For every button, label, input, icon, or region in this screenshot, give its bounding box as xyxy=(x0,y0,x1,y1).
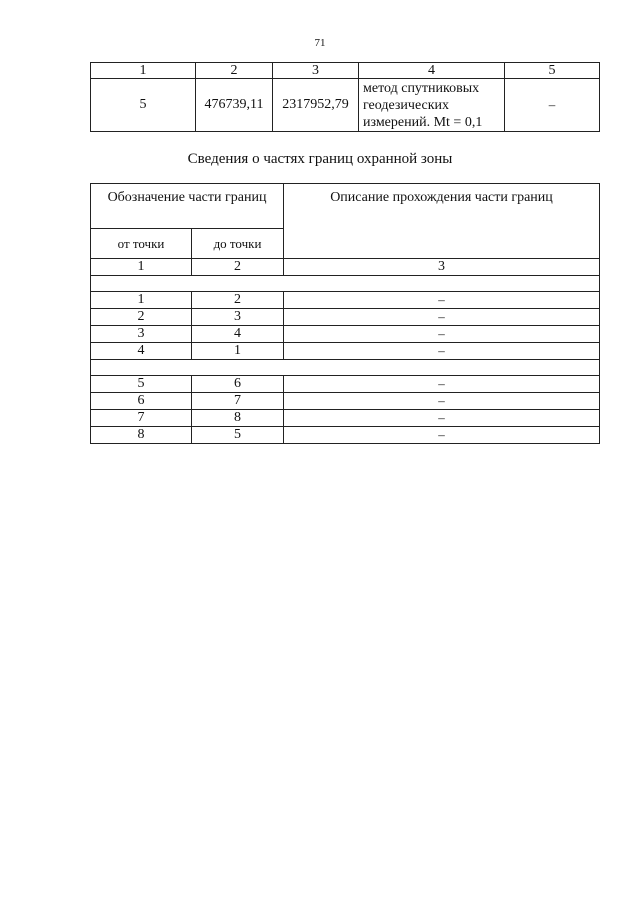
description-cell: – xyxy=(284,393,600,410)
column-number: 3 xyxy=(284,259,600,276)
table-row xyxy=(91,309,600,326)
to-point: 3 xyxy=(192,309,284,326)
column-number: 1 xyxy=(91,259,192,276)
column-number: 5 xyxy=(505,63,600,79)
blank-cell xyxy=(91,360,600,376)
coordinate-x: 476739,11 xyxy=(196,79,273,132)
table-row xyxy=(91,292,600,309)
table-row xyxy=(91,410,600,427)
section-title: Сведения о частях границ охранной зоны xyxy=(187,151,453,167)
to-point: 6 xyxy=(192,376,284,393)
method-line: измерений. Mt = 0,1 xyxy=(363,114,483,130)
column-numbers-row xyxy=(91,63,600,79)
boundary-parts-table xyxy=(90,183,600,444)
from-point: 2 xyxy=(91,309,192,326)
to-point: 1 xyxy=(192,343,284,360)
table-row xyxy=(91,427,600,444)
description-cell: – xyxy=(284,427,600,444)
to-point: 4 xyxy=(192,326,284,343)
column-number: 2 xyxy=(196,63,273,79)
from-point: 3 xyxy=(91,326,192,343)
method-description xyxy=(359,79,505,132)
column-number: 3 xyxy=(273,63,359,79)
from-point: 1 xyxy=(91,292,192,309)
coordinate-y: 2317952,79 xyxy=(273,79,359,132)
note-cell: – xyxy=(505,79,600,132)
from-point: 5 xyxy=(91,376,192,393)
method-line: метод спутниковых xyxy=(363,80,480,96)
table-row xyxy=(91,326,600,343)
description-cell: – xyxy=(284,376,600,393)
column-number: 1 xyxy=(91,63,196,79)
from-point: 8 xyxy=(91,427,192,444)
blank-cell xyxy=(91,276,600,292)
group-separator-row xyxy=(91,360,600,376)
description-cell: – xyxy=(284,309,600,326)
column-numbers-row xyxy=(91,259,600,276)
to-point: 2 xyxy=(192,292,284,309)
header-group: Обозначение части границ xyxy=(91,184,284,229)
description-cell: – xyxy=(284,292,600,309)
description-cell: – xyxy=(284,410,600,427)
page-number: 71 xyxy=(314,37,326,49)
header-from: от точки xyxy=(91,229,192,259)
table-row xyxy=(91,393,600,410)
header-to: до точки xyxy=(192,229,284,259)
to-point: 8 xyxy=(192,410,284,427)
to-point: 7 xyxy=(192,393,284,410)
to-point: 5 xyxy=(192,427,284,444)
column-number: 4 xyxy=(359,63,505,79)
point-number: 5 xyxy=(91,79,196,132)
column-number: 2 xyxy=(192,259,284,276)
coordinates-table xyxy=(90,62,600,132)
from-point: 7 xyxy=(91,410,192,427)
from-point: 6 xyxy=(91,393,192,410)
group-separator-row xyxy=(91,276,600,292)
header-description: Описание прохождения части границ xyxy=(284,184,600,259)
header-row xyxy=(91,184,600,229)
from-point: 4 xyxy=(91,343,192,360)
description-cell: – xyxy=(284,343,600,360)
table-row xyxy=(91,343,600,360)
table-row xyxy=(91,79,600,132)
description-cell: – xyxy=(284,326,600,343)
table-row xyxy=(91,376,600,393)
method-line: геодезических xyxy=(363,97,450,113)
